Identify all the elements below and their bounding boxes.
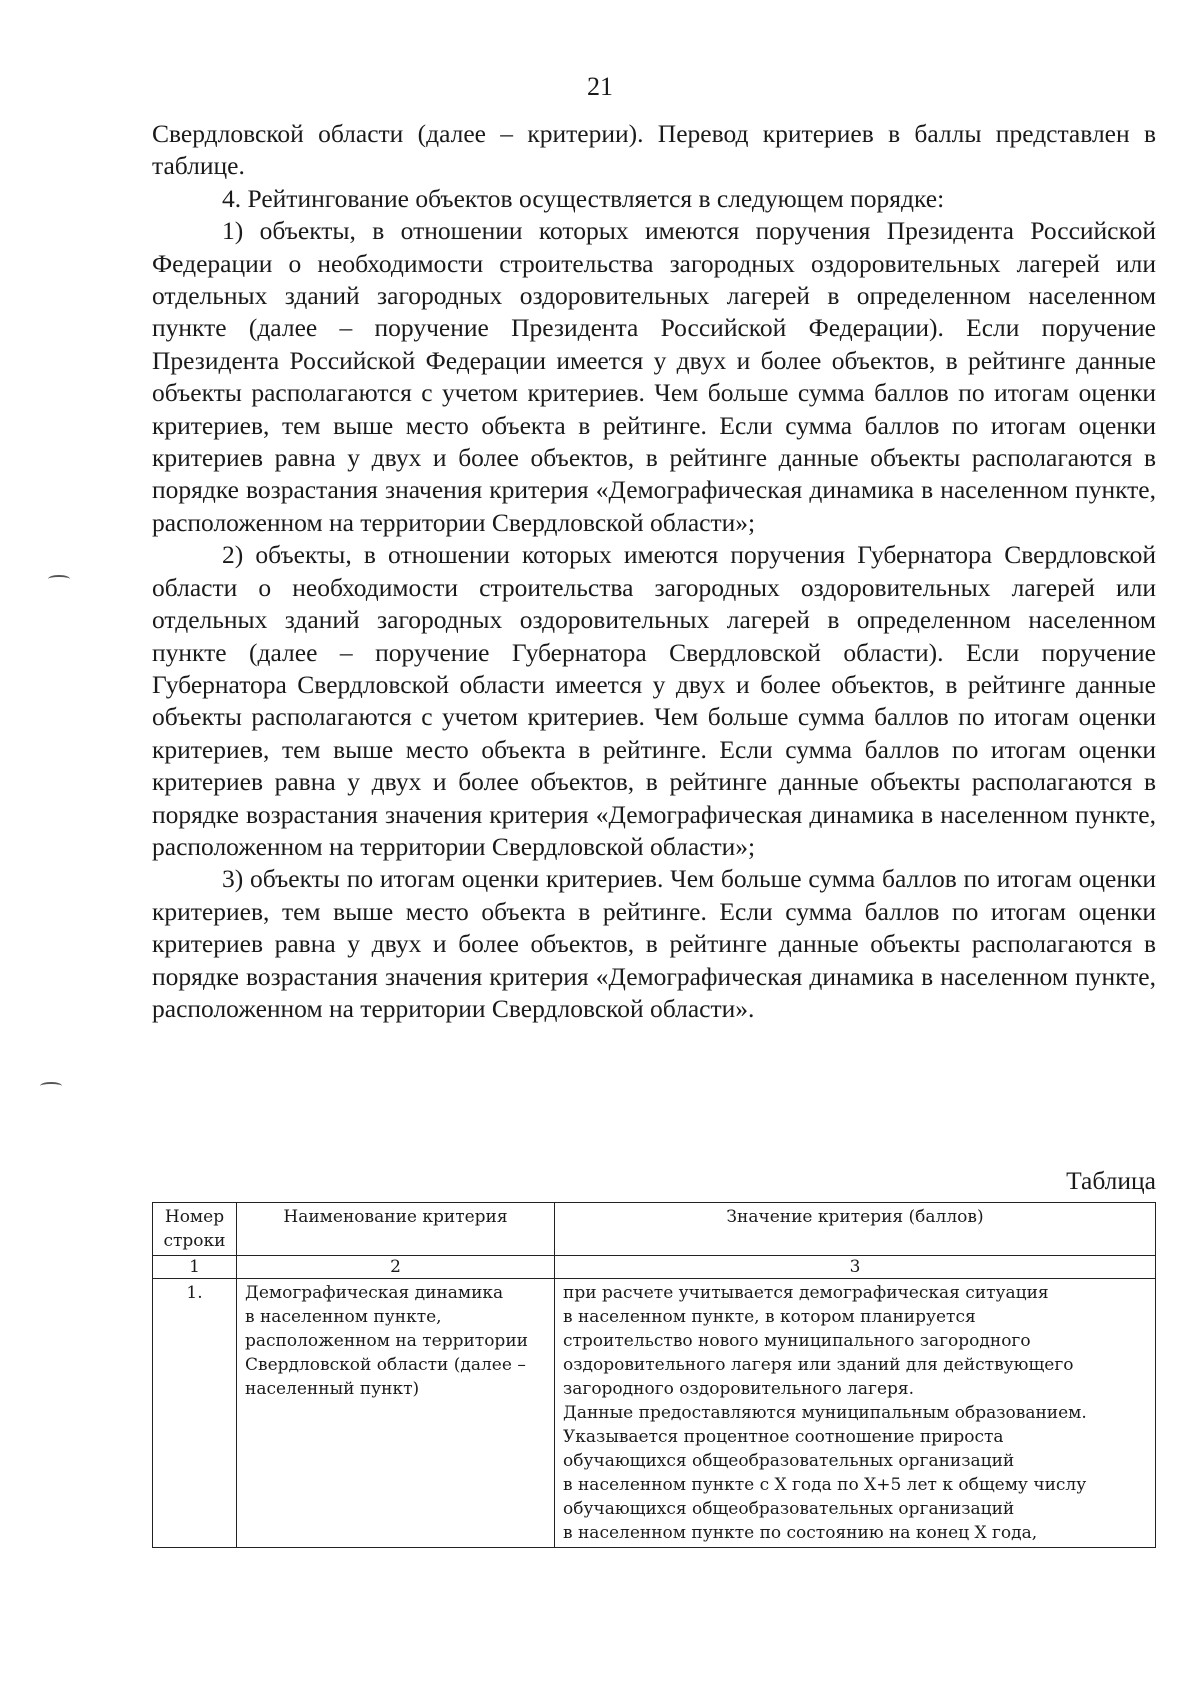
criterion-value-line: Указывается процентное соотношение прироста: [563, 1427, 1004, 1447]
table-header-row: [153, 1203, 1156, 1256]
column-number: 1: [153, 1256, 237, 1279]
criterion-value-line: обучающихся общеобразовательных организаций: [563, 1499, 1015, 1519]
criterion-name-line: Демографическая динамика: [245, 1283, 504, 1303]
page-number: 21: [587, 72, 613, 101]
criterion-name-line: расположенном на территории: [245, 1331, 528, 1351]
criteria-table: [152, 1202, 1156, 1548]
criterion-name-line: населенный пункт): [245, 1379, 420, 1399]
paragraph: 3) объекты по итогам оценки критериев. Чем больше сумма баллов по итогам оценки критериев, тем выше место объекта в рейтинге. Если сумма баллов по итогам оценки критериев равна у двух и более объектов, в рейтинге данные объекты располагаются в порядке возрастания значения критерия «Демографическая динамика в населенном пункте, расположенном на территории Свердловской области».: [152, 864, 1156, 1023]
criterion-value-line: Данные предоставляются муниципальным образованием.: [563, 1403, 1087, 1423]
criterion-value-line: обучающихся общеобразовательных организаций: [563, 1451, 1015, 1471]
criterion-value-line: в населенном пункте с Х года по Х+5 лет к общему числу: [563, 1475, 1087, 1495]
criterion-value-line: в населенном пункте по состоянию на конец Х года,: [563, 1523, 1038, 1543]
criterion-value-line: строительство нового муниципального загородного: [563, 1331, 1031, 1351]
criterion-value-line: при расчете учитывается демографическая ситуация: [563, 1283, 1049, 1303]
criterion-value: [555, 1279, 1156, 1548]
criterion-value-line: оздоровительного лагеря или зданий для действующего: [563, 1355, 1074, 1375]
column-number-row: [153, 1256, 1156, 1279]
scan-mark-1: [48, 575, 70, 583]
criterion-value-line: загородного оздоровительного лагеря.: [563, 1379, 915, 1399]
criterion-value-line: в населенном пункте, в котором планируется: [563, 1307, 976, 1327]
table-caption: Таблица: [1066, 1166, 1156, 1195]
body-text: [152, 118, 1156, 1025]
paragraph: 1) объекты, в отношении которых имеются поручения Президента Российской Федерации о необходимости строительства загородных оздоровительных лагерей или отдельных зданий загородных оздоровительных лагерей в определенном населенном пункте (далее – поручение Президента Российской Федерации). Если поручение Президента Российской Федерации имеется у двух и более объектов, в рейтинге данные объекты располагаются с учетом критериев. Чем больше сумма баллов по итогам оценки критериев, тем выше место объекта в рейтинге. Если сумма баллов по итогам оценки критериев равна у двух и более объектов, в рейтинге данные объекты располагаются в порядке возрастания значения критерия «Демографическая динамика в населенном пункте, расположенном на территории Свердловской области»;: [152, 216, 1156, 537]
criterion-name-line: в населенном пункте,: [245, 1307, 442, 1327]
header-criterion-value: Значение критерия (баллов): [555, 1203, 1156, 1256]
paragraph: 2) объекты, в отношении которых имеются поручения Губернатора Свердловской области о необходимости строительства загородных оздоровительных лагерей или отдельных зданий загородных оздоровительных лагерей в определенном населенном пункте (далее – поручение Губернатора Свердловской области). Если поручение Губернатора Свердловской области имеется у двух и более объектов, в рейтинге данные объекты располагаются с учетом критериев. Чем больше сумма баллов по итогам оценки критериев, тем выше место объекта в рейтинге. Если сумма баллов по итогам оценки критериев равна у двух и более объектов, в рейтинге данные объекты располагаются в порядке возрастания значения критерия «Демографическая динамика в населенном пункте, расположенном на территории Свердловской области»;: [152, 540, 1156, 861]
paragraph: 4. Рейтингование объектов осуществляется в следующем порядке:: [222, 183, 945, 213]
header-criterion-name: Наименование критерия: [237, 1203, 555, 1256]
row-number: 1.: [153, 1279, 237, 1548]
header-row-number: Номер строки: [153, 1203, 237, 1256]
criterion-name: [237, 1279, 555, 1548]
paragraph: Свердловской области (далее – критерии). Перевод критериев в баллы представлен в таблице.: [152, 119, 1156, 181]
criterion-name-line: Свердловской области (далее –: [245, 1355, 526, 1375]
scan-mark-2: [40, 1082, 62, 1090]
column-number: 2: [237, 1256, 555, 1279]
column-number: 3: [555, 1256, 1156, 1279]
table-row: [153, 1279, 1156, 1548]
